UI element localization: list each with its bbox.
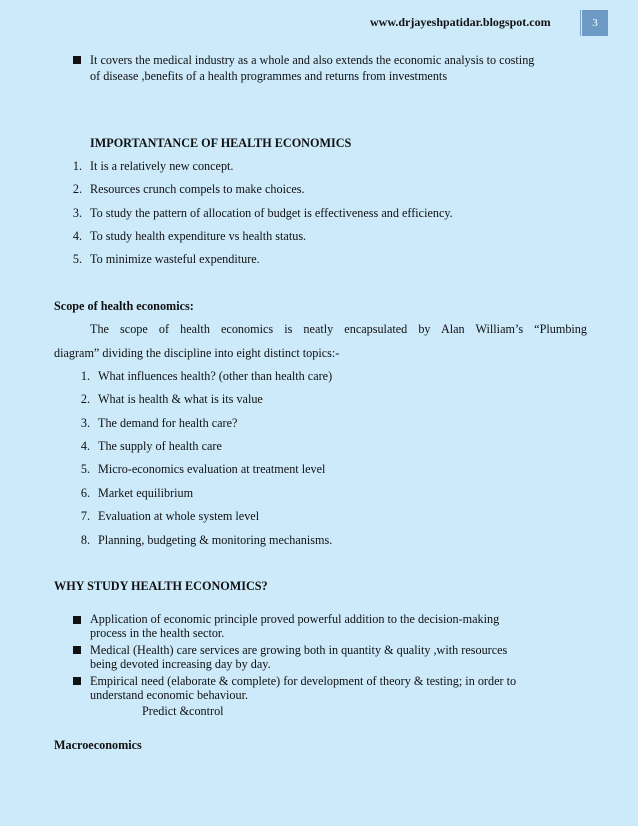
list-item: What influences health? (other than health care) — [98, 369, 333, 383]
scope-heading: Scope of health economics: — [54, 299, 194, 313]
intro-bullet-line1: It covers the medical industry as a whole and also extends the economic analysis to costing — [90, 53, 535, 67]
list-item: The supply of health care — [98, 439, 222, 453]
intro-bullet-line2: of disease ,benefits of a health programmes and returns from investments — [90, 69, 448, 83]
why-bullet-line1: Application of economic principle proved powerful addition to the decision-making — [90, 612, 500, 626]
why-heading: WHY STUDY HEALTH ECONOMICS? — [54, 579, 268, 593]
list-number: 3. — [80, 416, 90, 430]
page-number: 3 — [582, 10, 608, 36]
macro-heading: Macroeconomics — [54, 738, 142, 752]
list-number: 7. — [80, 509, 90, 523]
bullet-square-icon — [73, 56, 81, 64]
list-number: 4. — [80, 439, 90, 453]
list-item: It is a relatively new concept. — [90, 159, 234, 173]
bullet-square-icon — [73, 616, 81, 624]
list-number: 5. — [72, 252, 82, 266]
list-number: 3. — [72, 206, 82, 220]
list-number: 8. — [80, 533, 90, 547]
scope-paragraph-line2: diagram” dividing the discipline into eight distinct topics:- — [54, 346, 340, 360]
list-number: 1. — [72, 159, 82, 173]
list-number: 5. — [80, 462, 90, 476]
list-item: To study health expenditure vs health status. — [90, 229, 307, 243]
list-number: 2. — [72, 182, 82, 196]
why-bullet-line1: Empirical need (elaborate & complete) for development of theory & testing; in order to — [90, 674, 517, 688]
importance-heading: IMPORTANTANCE OF HEALTH ECONOMICS — [90, 136, 352, 150]
bullet-square-icon — [73, 677, 81, 685]
list-item: Resources crunch compels to make choices. — [90, 182, 305, 196]
list-number: 1. — [80, 369, 90, 383]
list-item: Market equilibrium — [98, 486, 194, 500]
header-divider — [580, 10, 581, 36]
list-item: The demand for health care? — [98, 416, 238, 430]
list-item: To minimize wasteful expenditure. — [90, 252, 260, 266]
list-number: 4. — [72, 229, 82, 243]
header-url: www.drjayeshpatidar.blogspot.com — [370, 15, 551, 29]
list-item: To study the pattern of allocation of budget is effectiveness and efficiency. — [90, 206, 453, 220]
list-item: Planning, budgeting & monitoring mechanisms. — [98, 533, 333, 547]
list-item: Evaluation at whole system level — [98, 509, 260, 523]
predict-control-text: Predict &control — [142, 704, 224, 718]
why-bullet-line2: understand economic behaviour. — [90, 688, 249, 702]
why-bullet-line1: Medical (Health) care services are growing both in quantity & quality ,with resources — [90, 643, 508, 657]
scope-paragraph-line1: The scope of health economics is neatly encapsulated by Alan William’s “Plumbing — [90, 322, 587, 336]
list-number: 6. — [80, 486, 90, 500]
bullet-square-icon — [73, 646, 81, 654]
why-bullet-line2: process in the health sector. — [90, 626, 225, 640]
list-number: 2. — [80, 392, 90, 406]
why-bullet-line2: being devoted increasing day by day. — [90, 657, 271, 671]
list-item: What is health & what is its value — [98, 392, 263, 406]
list-item: Micro-economics evaluation at treatment level — [98, 462, 326, 476]
